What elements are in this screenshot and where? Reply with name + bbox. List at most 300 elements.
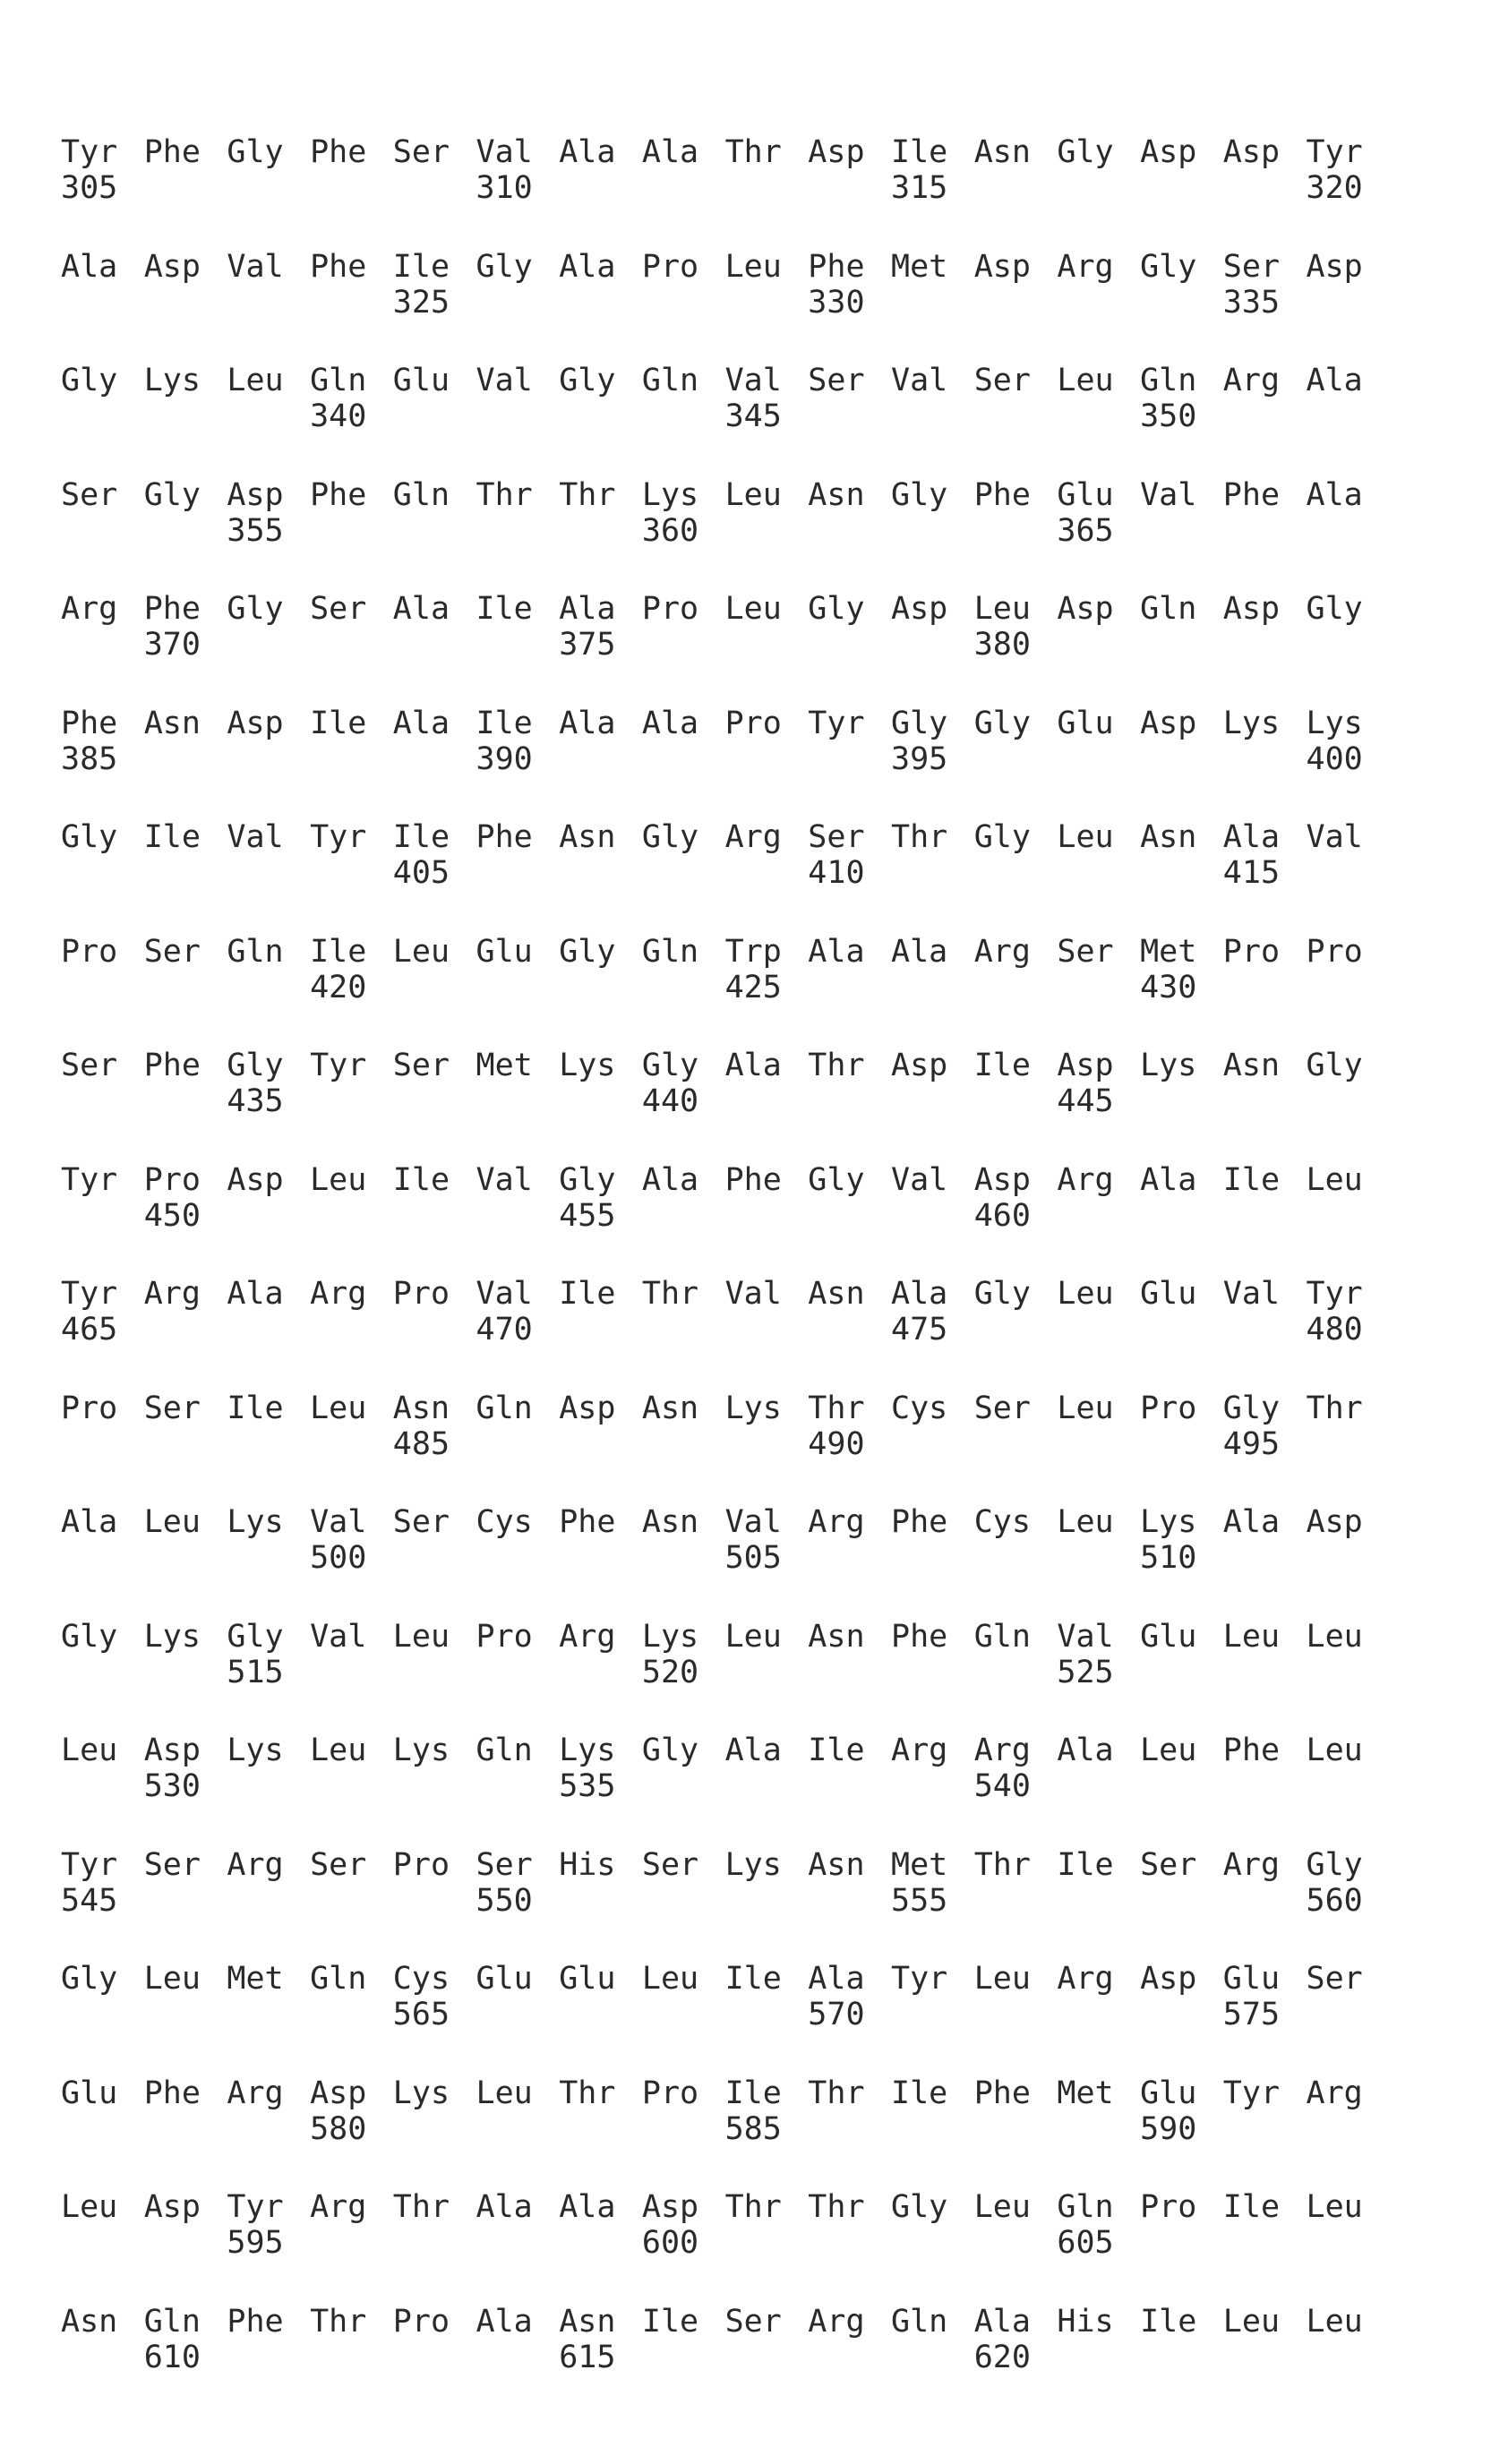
amino-acid-residue: Met: [891, 248, 948, 285]
amino-acid-residue: Leu: [1140, 1732, 1197, 1768]
sequence-block: [61, 1732, 1404, 1847]
amino-acid-residue: Ile: [310, 705, 367, 741]
amino-acid-residue: Ser: [61, 476, 118, 513]
amino-acid-residue: Pro: [641, 248, 699, 285]
amino-acid-residue: Ala: [392, 705, 450, 741]
amino-acid-residue: Ala: [61, 1504, 118, 1540]
amino-acid-residue: Ser: [143, 1390, 201, 1426]
amino-acid-residue: Asp: [1057, 1048, 1114, 1083]
amino-acid-residue: Gln: [1140, 363, 1197, 398]
amino-acid-residue: Ser: [310, 591, 367, 627]
amino-acid-residue: Met: [1057, 2075, 1114, 2111]
residue-position-number: 310: [476, 170, 533, 206]
residue-position-number: 460: [973, 1197, 1031, 1234]
residue-position-number: 440: [641, 1083, 699, 1119]
residue-position-number: 505: [724, 1540, 782, 1576]
amino-acid-residue: Lys: [1306, 705, 1363, 741]
amino-acid-residue: Asp: [1306, 1504, 1363, 1540]
amino-acid-residue: Ala: [1057, 1732, 1114, 1768]
amino-acid-residue: Gln: [392, 476, 450, 513]
amino-acid-residue: Pro: [476, 1618, 533, 1655]
amino-acid-residue: Gly: [1057, 134, 1114, 170]
amino-acid-residue: Gly: [61, 1961, 118, 1997]
amino-acid-residue: Lys: [143, 1618, 201, 1655]
amino-acid-residue: Ala: [559, 2189, 616, 2225]
residue-position-number: 420: [310, 969, 367, 1005]
amino-acid-residue: Ile: [143, 819, 201, 855]
amino-acid-residue: Phe: [143, 2075, 201, 2111]
amino-acid-residue: Glu: [61, 2075, 118, 2111]
residue-line: [61, 1390, 1404, 1426]
amino-acid-residue: Gly: [559, 363, 616, 398]
amino-acid-residue: Leu: [143, 1961, 201, 1997]
amino-acid-residue: Lys: [559, 1732, 616, 1768]
residue-line: [61, 2189, 1404, 2225]
sequence-block: [61, 1619, 1404, 1733]
amino-acid-residue: Gly: [559, 1161, 616, 1198]
amino-acid-residue: Pro: [392, 1846, 450, 1883]
residue-position-number: 490: [808, 1425, 865, 1462]
amino-acid-residue: Ile: [476, 705, 533, 741]
amino-acid-residue: Ser: [310, 1846, 367, 1883]
residue-position-number: 575: [1222, 1997, 1281, 2032]
amino-acid-residue: Gln: [476, 1390, 533, 1426]
amino-acid-residue: Phe: [310, 134, 367, 170]
residue-line: [61, 1732, 1404, 1768]
amino-acid-residue: Gly: [641, 1732, 699, 1768]
amino-acid-residue: Ile: [476, 591, 533, 627]
position-number-line: [61, 1540, 1404, 1576]
amino-acid-residue: Ile: [891, 134, 948, 170]
amino-acid-residue: Ala: [641, 134, 699, 170]
amino-acid-residue: Ser: [143, 1846, 201, 1883]
amino-acid-residue: Phe: [310, 248, 367, 285]
amino-acid-residue: Leu: [1222, 1618, 1281, 1655]
residue-position-number: 550: [476, 1882, 533, 1919]
amino-acid-residue: Ile: [1057, 1846, 1114, 1883]
residue-position-number: 430: [1140, 969, 1197, 1005]
amino-acid-residue: Ala: [724, 1048, 782, 1083]
amino-acid-residue: Lys: [1140, 1048, 1197, 1083]
amino-acid-residue: Arg: [808, 1504, 865, 1540]
residue-position-number: 375: [559, 627, 616, 663]
residue-line: [61, 2304, 1404, 2340]
amino-acid-residue: Gln: [641, 363, 699, 398]
amino-acid-residue: Arg: [310, 2189, 367, 2225]
residue-position-number: 535: [559, 1768, 616, 1804]
residue-position-number: 560: [1306, 1882, 1363, 1919]
residue-position-number: 580: [310, 2110, 367, 2147]
amino-acid-residue: Pro: [61, 1390, 118, 1426]
residue-position-number: 545: [61, 1882, 118, 1919]
amino-acid-residue: Val: [476, 1161, 533, 1198]
amino-acid-residue: Ile: [1222, 1161, 1281, 1198]
residue-position-number: 515: [227, 1654, 284, 1690]
amino-acid-residue: Ser: [476, 1846, 533, 1883]
amino-acid-residue: Gly: [973, 705, 1031, 741]
amino-acid-residue: Cys: [392, 1961, 450, 1997]
amino-acid-residue: Thr: [891, 819, 948, 855]
residue-position-number: 470: [476, 1312, 533, 1348]
residue-position-number: 590: [1140, 2110, 1197, 2147]
amino-acid-residue: Gly: [1140, 248, 1197, 285]
amino-acid-residue: Leu: [724, 591, 782, 627]
position-number-line: [61, 1083, 1404, 1119]
amino-acid-residue: Val: [227, 819, 284, 855]
amino-acid-residue: Glu: [1140, 1618, 1197, 1655]
amino-acid-residue: Arg: [1057, 248, 1114, 285]
amino-acid-residue: Ile: [392, 819, 450, 855]
amino-acid-residue: Phe: [559, 1504, 616, 1540]
amino-acid-residue: Trp: [724, 933, 782, 970]
sequence-block: [61, 591, 1404, 706]
amino-acid-residue: His: [1057, 2303, 1114, 2340]
amino-acid-residue: Asp: [641, 2189, 699, 2225]
amino-acid-residue: Thr: [476, 476, 533, 513]
amino-acid-residue: Phe: [973, 2075, 1031, 2111]
sequence-block: [61, 1276, 1404, 1390]
amino-acid-residue: Ala: [559, 248, 616, 285]
residue-position-number: 415: [1222, 855, 1281, 891]
amino-acid-residue: Phe: [143, 1048, 201, 1083]
residue-position-number: 465: [61, 1312, 118, 1348]
amino-acid-residue: Leu: [310, 1732, 367, 1768]
amino-acid-residue: Ile: [392, 1161, 450, 1198]
amino-acid-residue: Tyr: [227, 2189, 284, 2225]
sequence-block: [61, 249, 1404, 364]
amino-acid-residue: Ala: [973, 2303, 1031, 2340]
amino-acid-residue: Gly: [227, 134, 284, 170]
residue-position-number: 400: [1306, 740, 1363, 777]
amino-acid-residue: Phe: [891, 1618, 948, 1655]
amino-acid-residue: Asn: [808, 1618, 865, 1655]
amino-acid-residue: Arg: [973, 1732, 1031, 1768]
amino-acid-residue: Arg: [973, 933, 1031, 970]
amino-acid-residue: Lys: [143, 363, 201, 398]
amino-acid-residue: Asn: [808, 1846, 865, 1883]
position-number-line: [61, 1768, 1404, 1804]
amino-acid-residue: Lys: [641, 476, 699, 513]
amino-acid-residue: Asn: [641, 1504, 699, 1540]
amino-acid-residue: Asp: [227, 705, 284, 741]
amino-acid-residue: Thr: [392, 2189, 450, 2225]
sequence-block: [61, 2189, 1404, 2304]
residue-position-number: 485: [392, 1425, 450, 1462]
amino-acid-residue: Glu: [476, 1961, 533, 1997]
amino-acid-residue: Leu: [1306, 2303, 1363, 2340]
amino-acid-residue: Thr: [808, 2189, 865, 2225]
position-number-line: [61, 1198, 1404, 1234]
amino-acid-residue: Pro: [1140, 1390, 1197, 1426]
amino-acid-residue: Ala: [559, 134, 616, 170]
amino-acid-residue: Val: [1140, 476, 1197, 513]
residue-position-number: 330: [808, 284, 865, 321]
sequence-block: [61, 1847, 1404, 1962]
sequence-block: [61, 2304, 1404, 2418]
amino-acid-residue: Leu: [724, 248, 782, 285]
amino-acid-residue: Arg: [1057, 1161, 1114, 1198]
amino-acid-residue: Glu: [476, 933, 533, 970]
position-number-line: [61, 170, 1404, 206]
residue-position-number: 385: [61, 740, 118, 777]
amino-acid-residue: Gly: [227, 1618, 284, 1655]
amino-acid-residue: Thr: [559, 476, 616, 513]
residue-line: [61, 1619, 1404, 1655]
amino-acid-residue: Arg: [227, 2075, 284, 2111]
amino-acid-residue: Ala: [641, 705, 699, 741]
amino-acid-residue: Ala: [641, 1161, 699, 1198]
amino-acid-residue: Pro: [724, 705, 782, 741]
amino-acid-residue: Arg: [61, 591, 118, 627]
residue-position-number: 445: [1057, 1083, 1114, 1119]
amino-acid-residue: Phe: [724, 1161, 782, 1198]
amino-acid-residue: Leu: [310, 1390, 367, 1426]
amino-acid-residue: Leu: [1306, 1618, 1363, 1655]
residue-position-number: 475: [891, 1312, 948, 1348]
amino-acid-residue: Ala: [1306, 476, 1363, 513]
amino-acid-residue: Ala: [724, 1732, 782, 1768]
amino-acid-residue: Asn: [641, 1390, 699, 1426]
amino-acid-residue: Ser: [808, 363, 865, 398]
amino-acid-residue: Ala: [61, 248, 118, 285]
amino-acid-residue: Thr: [641, 1276, 699, 1312]
amino-acid-residue: Ser: [392, 1048, 450, 1083]
amino-acid-residue: Ile: [808, 1732, 865, 1768]
amino-acid-residue: Gly: [61, 363, 118, 398]
residue-position-number: 365: [1057, 512, 1114, 549]
amino-acid-residue: Asp: [1222, 134, 1281, 170]
amino-acid-residue: Thr: [808, 2075, 865, 2111]
amino-acid-residue: Thr: [724, 134, 782, 170]
residue-position-number: 350: [1140, 398, 1197, 434]
amino-acid-residue: Asp: [310, 2075, 367, 2111]
amino-acid-residue: Pro: [1222, 933, 1281, 970]
amino-acid-residue: Val: [476, 363, 533, 398]
position-number-line: [61, 627, 1404, 663]
amino-acid-residue: Asn: [1222, 1048, 1281, 1083]
amino-acid-residue: Tyr: [1222, 2075, 1281, 2111]
residue-position-number: 510: [1140, 1540, 1197, 1576]
amino-acid-residue: Glu: [1057, 705, 1114, 741]
residue-line: [61, 2075, 1404, 2111]
amino-acid-residue: Val: [724, 1276, 782, 1312]
position-number-line: [61, 2225, 1404, 2261]
amino-acid-residue: Ser: [1306, 1961, 1363, 1997]
amino-acid-residue: Leu: [61, 2189, 118, 2225]
residue-position-number: 530: [143, 1768, 201, 1804]
amino-acid-residue: Ile: [641, 2303, 699, 2340]
amino-acid-residue: Tyr: [1306, 1276, 1363, 1312]
amino-acid-residue: Thr: [1306, 1390, 1363, 1426]
amino-acid-residue: Gly: [973, 819, 1031, 855]
amino-acid-residue: Asp: [973, 1161, 1031, 1198]
amino-acid-residue: Ala: [808, 1961, 865, 1997]
amino-acid-residue: Val: [310, 1504, 367, 1540]
amino-acid-residue: Met: [891, 1846, 948, 1883]
residue-line: [61, 591, 1404, 627]
amino-acid-residue: Gly: [61, 1618, 118, 1655]
residue-position-number: 405: [392, 855, 450, 891]
amino-acid-residue: Thr: [724, 2189, 782, 2225]
amino-acid-residue: Glu: [1222, 1961, 1281, 1997]
residue-position-number: 500: [310, 1540, 367, 1576]
amino-acid-residue: Lys: [1222, 705, 1281, 741]
residue-position-number: 520: [641, 1654, 699, 1690]
amino-acid-residue: Asp: [891, 591, 948, 627]
amino-acid-residue: Lys: [1140, 1504, 1197, 1540]
amino-acid-residue: Met: [1140, 933, 1197, 970]
amino-acid-residue: Gln: [310, 363, 367, 398]
position-number-line: [61, 398, 1404, 434]
amino-acid-residue: Val: [476, 134, 533, 170]
amino-acid-residue: Val: [891, 1161, 948, 1198]
position-number-line: [61, 513, 1404, 549]
amino-acid-residue: Gly: [143, 476, 201, 513]
residue-position-number: 555: [891, 1882, 948, 1919]
amino-acid-residue: Arg: [1306, 2075, 1363, 2111]
residue-position-number: 425: [724, 969, 782, 1005]
amino-acid-residue: Leu: [973, 1961, 1031, 1997]
amino-acid-residue: Ser: [973, 1390, 1031, 1426]
residue-position-number: 410: [808, 855, 865, 891]
amino-acid-residue: Asp: [143, 1732, 201, 1768]
amino-acid-residue: Leu: [973, 591, 1031, 627]
sequence-block: [61, 934, 1404, 1048]
amino-acid-residue: Gly: [891, 2189, 948, 2225]
amino-acid-residue: Thr: [808, 1048, 865, 1083]
amino-acid-residue: Arg: [310, 1276, 367, 1312]
sequence-block: [61, 2075, 1404, 2190]
sequence-block: [61, 477, 1404, 592]
amino-acid-residue: Val: [1057, 1618, 1114, 1655]
amino-acid-residue: Leu: [227, 363, 284, 398]
amino-acid-residue: Leu: [1057, 1504, 1114, 1540]
position-number-line: [61, 285, 1404, 321]
residue-position-number: 595: [227, 2225, 284, 2261]
amino-acid-residue: Asp: [1140, 1961, 1197, 1997]
amino-acid-residue: Leu: [1306, 1732, 1363, 1768]
residue-position-number: 345: [724, 398, 782, 434]
amino-acid-residue: Leu: [973, 2189, 1031, 2225]
sequence-block: [61, 1390, 1404, 1505]
amino-acid-residue: Lys: [392, 2075, 450, 2111]
amino-acid-residue: Ala: [1222, 819, 1281, 855]
amino-acid-residue: Ile: [891, 2075, 948, 2111]
amino-acid-residue: Phe: [476, 819, 533, 855]
amino-acid-residue: Val: [1222, 1276, 1281, 1312]
amino-acid-residue: Lys: [724, 1846, 782, 1883]
residue-position-number: 620: [973, 2339, 1031, 2375]
amino-acid-residue: Tyr: [808, 705, 865, 741]
amino-acid-residue: Gly: [1222, 1390, 1281, 1426]
residue-position-number: 315: [891, 170, 948, 206]
amino-acid-residue: Pro: [1140, 2189, 1197, 2225]
amino-acid-residue: Tyr: [61, 134, 118, 170]
amino-acid-residue: Asp: [1140, 705, 1197, 741]
amino-acid-residue: Lys: [559, 1048, 616, 1083]
amino-acid-residue: Tyr: [1306, 134, 1363, 170]
amino-acid-residue: Thr: [559, 2075, 616, 2111]
amino-acid-residue: Ser: [808, 819, 865, 855]
residue-line: [61, 934, 1404, 970]
amino-acid-residue: Asp: [1057, 591, 1114, 627]
amino-acid-residue: Pro: [61, 933, 118, 970]
residue-position-number: 605: [1057, 2225, 1114, 2261]
amino-acid-residue: Gly: [476, 248, 533, 285]
amino-acid-residue: Leu: [1306, 1161, 1363, 1198]
residue-line: [61, 1961, 1404, 1997]
position-number-line: [61, 855, 1404, 891]
amino-acid-residue: Val: [891, 363, 948, 398]
residue-position-number: 565: [392, 1997, 450, 2032]
amino-acid-residue: Ile: [227, 1390, 284, 1426]
amino-acid-residue: Val: [724, 1504, 782, 1540]
amino-acid-residue: Asn: [808, 476, 865, 513]
residue-position-number: 525: [1057, 1654, 1114, 1690]
amino-acid-residue: Leu: [392, 933, 450, 970]
amino-acid-residue: Asp: [1222, 591, 1281, 627]
amino-acid-residue: Glu: [559, 1961, 616, 1997]
sequence-block: [61, 363, 1404, 477]
amino-acid-residue: Phe: [143, 591, 201, 627]
amino-acid-residue: Phe: [1222, 476, 1281, 513]
amino-acid-residue: Arg: [808, 2303, 865, 2340]
amino-acid-residue: Leu: [310, 1161, 367, 1198]
amino-acid-residue: Ala: [227, 1276, 284, 1312]
amino-acid-residue: Ser: [724, 2303, 782, 2340]
amino-acid-residue: Phe: [143, 134, 201, 170]
amino-acid-residue: Gln: [973, 1618, 1031, 1655]
residue-position-number: 370: [143, 627, 201, 663]
amino-acid-residue: Asp: [143, 248, 201, 285]
amino-acid-residue: Lys: [392, 1732, 450, 1768]
amino-acid-residue: Cys: [973, 1504, 1031, 1540]
amino-acid-residue: Phe: [973, 476, 1031, 513]
residue-line: [61, 249, 1404, 285]
amino-acid-residue: Ser: [61, 1048, 118, 1083]
position-number-line: [61, 970, 1404, 1005]
amino-acid-residue: Leu: [476, 2075, 533, 2111]
amino-acid-residue: Val: [227, 248, 284, 285]
amino-acid-residue: Asp: [973, 248, 1031, 285]
sequence-block: [61, 1961, 1404, 2075]
amino-acid-residue: Ala: [1140, 1161, 1197, 1198]
amino-acid-residue: Gln: [476, 1732, 533, 1768]
amino-acid-residue: Ser: [392, 1504, 450, 1540]
amino-acid-residue: Leu: [61, 1732, 118, 1768]
amino-acid-residue: Leu: [1057, 363, 1114, 398]
amino-acid-residue: Ile: [1222, 2189, 1281, 2225]
position-number-line: [61, 1655, 1404, 1690]
amino-acid-residue: Ser: [392, 134, 450, 170]
position-number-line: [61, 1312, 1404, 1348]
amino-acid-residue: Tyr: [61, 1846, 118, 1883]
position-number-line: [61, 1426, 1404, 1462]
residue-line: [61, 134, 1404, 170]
residue-position-number: 615: [559, 2339, 616, 2375]
amino-acid-residue: Arg: [724, 819, 782, 855]
residue-position-number: 325: [392, 284, 450, 321]
amino-acid-residue: Phe: [61, 705, 118, 741]
amino-acid-residue: Leu: [1057, 1276, 1114, 1312]
amino-acid-residue: Ile: [559, 1276, 616, 1312]
amino-acid-residue: Ala: [808, 933, 865, 970]
amino-acid-residue: Arg: [143, 1276, 201, 1312]
residue-position-number: 360: [641, 512, 699, 549]
residue-line: [61, 1162, 1404, 1198]
amino-acid-residue: Ala: [1306, 363, 1363, 398]
amino-acid-residue: Ser: [1140, 1846, 1197, 1883]
